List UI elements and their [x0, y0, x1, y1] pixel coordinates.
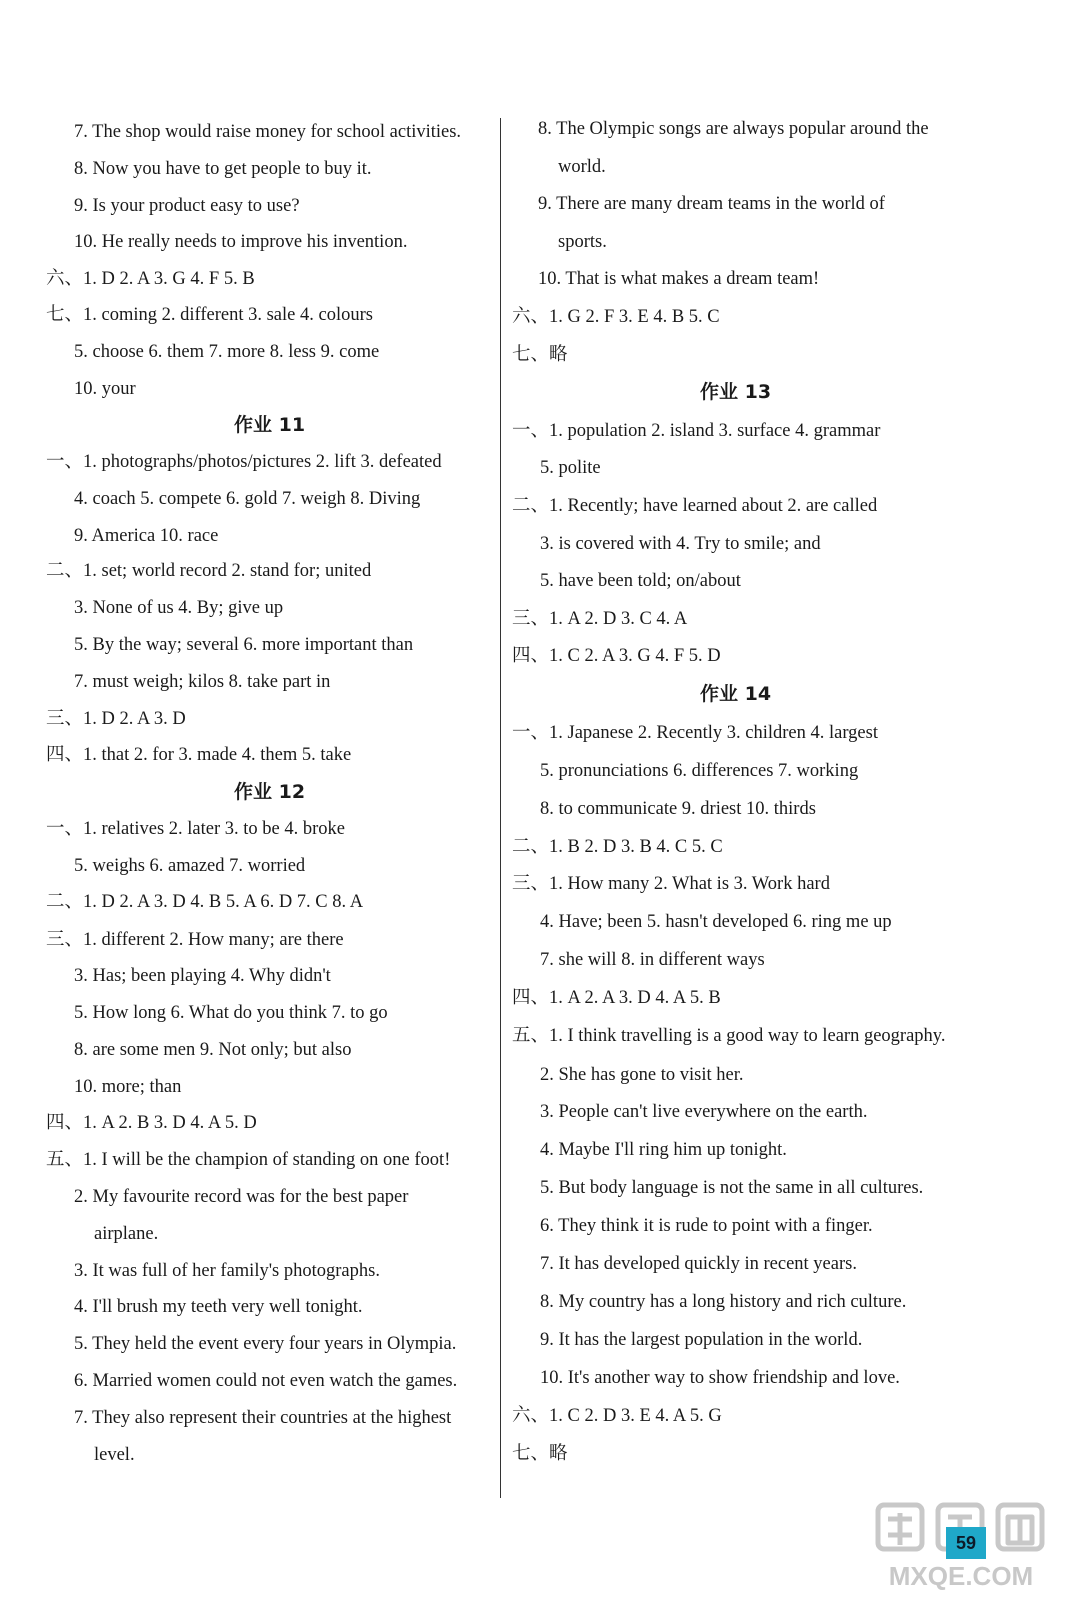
- answer-line: 四、1. that 2. for 3. made 4. them 5. take: [46, 745, 352, 765]
- answer-line: 5. weighs 6. amazed 7. worried: [74, 856, 306, 876]
- answer-line: 9. It has the largest population in the world.: [540, 1330, 863, 1350]
- answer-line: 一、1. relatives 2. later 3. to be 4. broke: [46, 819, 345, 839]
- answer-line: 9. America 10. race: [74, 526, 219, 546]
- answer-line: 4. Maybe I'll ring him up tonight.: [540, 1140, 787, 1160]
- answer-line: 一、1. photographs/photos/pictures 2. lift 3. defeated: [46, 452, 442, 472]
- answer-line: 三、1. A 2. D 3. C 4. A: [512, 609, 688, 629]
- answer-line: 一、1. Japanese 2. Recently 3. children 4. largest: [512, 723, 878, 743]
- answer-line: 三、1. D 2. A 3. D: [46, 709, 186, 729]
- answer-line: 7. They also represent their countries at the highest: [74, 1408, 452, 1428]
- answer-line: 六、1. D 2. A 3. G 4. F 5. B: [46, 269, 255, 289]
- answer-line: 5. They held the event every four years in Olympia.: [74, 1334, 457, 1354]
- answer-line: 三、1. different 2. How many; are there: [46, 930, 344, 950]
- answer-line: 4. I'll brush my teeth very well tonight.: [74, 1297, 363, 1317]
- answer-line: 六、1. C 2. D 3. E 4. A 5. G: [512, 1406, 722, 1426]
- section-heading: 作业 12: [234, 781, 306, 803]
- answer-line: 六、1. G 2. F 3. E 4. B 5. C: [512, 307, 720, 327]
- column-divider: [500, 118, 501, 1498]
- answer-line: 9. Is your product easy to use?: [74, 196, 300, 216]
- answer-line: 5. But body language is not the same in all cultures.: [540, 1178, 924, 1198]
- answer-line: 七、略: [512, 345, 568, 365]
- answer-line: 8. The Olympic songs are always popular around the: [538, 119, 929, 139]
- answer-line: 3. None of us 4. By; give up: [74, 598, 284, 618]
- answer-line: 6. Married women could not even watch the games.: [74, 1371, 458, 1391]
- section-heading: 作业 14: [700, 683, 772, 705]
- answer-line: 3. Has; been playing 4. Why didn't: [74, 966, 331, 986]
- answer-line: 8. are some men 9. Not only; but also: [74, 1040, 352, 1060]
- answer-line: 7. The shop would raise money for school activities.: [74, 122, 462, 142]
- answer-line: 七、略: [512, 1444, 568, 1464]
- answer-line: 10. more; than: [74, 1077, 182, 1097]
- page-number-badge: 59: [946, 1527, 986, 1559]
- answer-line: 8. Now you have to get people to buy it.: [74, 159, 372, 179]
- answer-line: 10. It's another way to show friendship and love.: [540, 1368, 900, 1388]
- answer-line: 2. She has gone to visit her.: [540, 1065, 744, 1085]
- answer-line: 3. It was full of her family's photographs.: [74, 1261, 380, 1281]
- answer-line: 四、1. A 2. B 3. D 4. A 5. D: [46, 1113, 257, 1133]
- answer-line: 3. People can't live everywhere on the earth.: [540, 1102, 868, 1122]
- answer-line: 7. must weigh; kilos 8. take part in: [74, 672, 331, 692]
- answer-line: 四、1. A 2. A 3. D 4. A 5. B: [512, 988, 721, 1008]
- section-heading: 作业 13: [700, 381, 772, 403]
- answer-line: 二、1. set; world record 2. stand for; united: [46, 561, 372, 581]
- answer-line: 7. she will 8. in different ways: [540, 950, 765, 970]
- answer-line: 3. is covered with 4. Try to smile; and: [540, 534, 821, 554]
- answer-line: 二、1. B 2. D 3. B 4. C 5. C: [512, 837, 723, 857]
- answer-line: 四、1. C 2. A 3. G 4. F 5. D: [512, 646, 721, 666]
- answer-line: 5. pronunciations 6. differences 7. working: [540, 761, 859, 781]
- answer-line: 七、1. coming 2. different 3. sale 4. colours: [46, 305, 373, 325]
- answer-line: airplane.: [94, 1224, 159, 1244]
- answer-line: 10. your: [74, 379, 136, 399]
- answer-line: 二、1. Recently; have learned about 2. are called: [512, 496, 878, 516]
- answer-line: 6. They think it is rude to point with a finger.: [540, 1216, 873, 1236]
- answer-line: 5. By the way; several 6. more important than: [74, 635, 414, 655]
- answer-line: 4. Have; been 5. hasn't developed 6. ring me up: [540, 912, 892, 932]
- answer-line: 10. He really needs to improve his invention.: [74, 232, 408, 252]
- answer-line: 10. That is what makes a dream team!: [538, 269, 820, 289]
- answer-line: 五、1. I will be the champion of standing on one foot!: [46, 1150, 451, 1170]
- answer-line: 一、1. population 2. island 3. surface 4. grammar: [512, 421, 881, 441]
- answer-line: 5. have been told; on/about: [540, 571, 741, 591]
- answer-line: sports.: [558, 232, 607, 252]
- answer-line: 9. There are many dream teams in the world of: [538, 194, 885, 214]
- answer-line: 8. to communicate 9. driest 10. thirds: [540, 799, 816, 819]
- answer-line: 5. How long 6. What do you think 7. to go: [74, 1003, 388, 1023]
- answer-line: level.: [94, 1445, 135, 1465]
- answer-line: world.: [558, 157, 606, 177]
- answer-line: 三、1. How many 2. What is 3. Work hard: [512, 874, 830, 894]
- watermark-text: MXQE.COM: [888, 1561, 1034, 1591]
- answer-line: 4. coach 5. compete 6. gold 7. weigh 8. Diving: [74, 489, 421, 509]
- answer-line: 2. My favourite record was for the best paper: [74, 1187, 409, 1207]
- answer-line: 8. My country has a long history and rich culture.: [540, 1292, 907, 1312]
- section-heading: 作业 11: [234, 414, 306, 436]
- answer-line: 5. polite: [540, 458, 601, 478]
- answer-line: 五、1. I think travelling is a good way to learn geography.: [512, 1026, 946, 1046]
- answer-line: 5. choose 6. them 7. more 8. less 9. come: [74, 342, 380, 362]
- answer-line: 7. It has developed quickly in recent years.: [540, 1254, 857, 1274]
- answer-line: 二、1. D 2. A 3. D 4. B 5. A 6. D 7. C 8. A: [46, 892, 364, 912]
